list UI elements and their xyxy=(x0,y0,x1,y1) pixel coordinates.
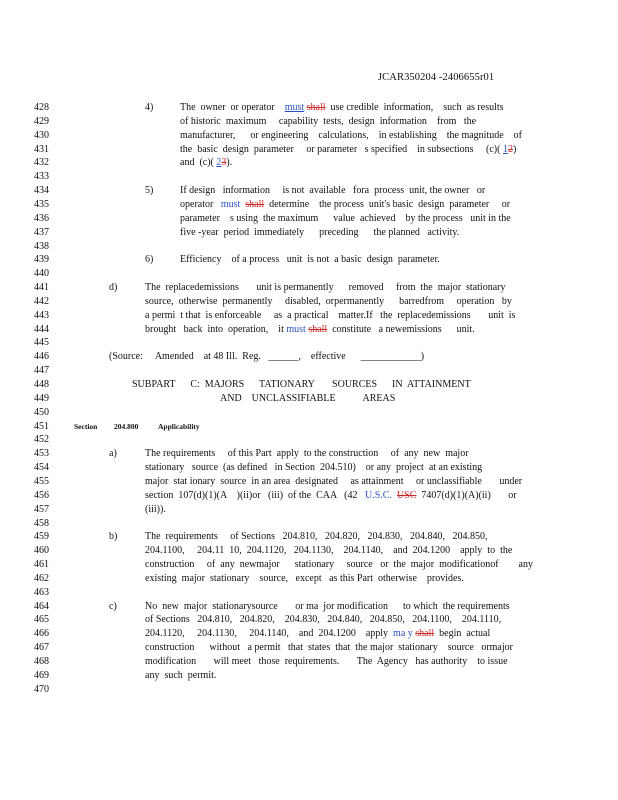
line-text xyxy=(145,309,515,323)
document-line xyxy=(0,226,618,240)
line-number: 451 xyxy=(34,420,49,432)
line-text xyxy=(145,544,512,558)
text-run: 204.1120, 204.1130, 204.1140, and 204.1200 apply xyxy=(145,628,394,640)
document-line xyxy=(0,406,618,420)
text-run: 7407(d)(1)(A)(ii) or xyxy=(416,489,517,501)
document-line xyxy=(0,143,618,157)
line-text xyxy=(145,641,513,655)
text-run: construction without a permit that states that the major stationary source ormajor xyxy=(145,642,513,654)
document-line xyxy=(0,613,618,627)
text-run: of historic maximum capability tests, design information from the xyxy=(180,115,477,127)
text-run: manufacturer, or engineering calculations, in establishing the magnitude of xyxy=(180,129,523,141)
document-line xyxy=(0,170,618,184)
line-number: 439 xyxy=(34,254,49,266)
line-text xyxy=(145,323,475,337)
deleted-text: 2 xyxy=(507,143,513,155)
deleted-text: shall xyxy=(308,323,328,335)
text-run: five -year period immediately preceding the planned activity. xyxy=(180,226,460,238)
line-text xyxy=(145,489,517,503)
line-number: 456 xyxy=(34,489,49,501)
document-line xyxy=(0,281,618,295)
line-number: 450 xyxy=(34,406,49,418)
line-text xyxy=(145,503,166,517)
text-run: any such permit. xyxy=(145,669,217,681)
text-run: determine the process unit's basic design parameter or xyxy=(264,198,511,210)
document-line xyxy=(0,323,618,337)
line-number: 469 xyxy=(34,669,49,681)
line-number: 437 xyxy=(34,226,49,238)
document-line xyxy=(0,129,618,143)
document-line xyxy=(0,572,618,586)
text-run: (iii)). xyxy=(145,503,166,515)
line-number: 459 xyxy=(34,531,49,543)
line-number: 435 xyxy=(34,198,49,210)
document-line xyxy=(0,212,618,226)
line-text xyxy=(132,378,471,392)
document-line xyxy=(0,240,618,254)
document-line xyxy=(0,184,618,198)
deleted-text: 3 xyxy=(221,157,227,169)
document-line xyxy=(0,669,618,683)
text-run: construction of any newmajor stationary source or the major modificationof any xyxy=(145,559,533,571)
line-number: 461 xyxy=(34,559,49,571)
line-text xyxy=(145,530,487,544)
line-number: 429 xyxy=(34,115,49,127)
line-number: 444 xyxy=(34,323,49,335)
line-number: 442 xyxy=(34,295,49,307)
text-run: ). xyxy=(226,157,233,169)
line-number: 467 xyxy=(34,642,49,654)
line-number: 440 xyxy=(34,268,49,280)
document-line xyxy=(0,461,618,475)
document-line xyxy=(0,447,618,461)
document-line xyxy=(0,489,618,503)
text-run: constitute a newemissions unit. xyxy=(327,323,475,335)
text-run: operator xyxy=(180,198,221,210)
line-number: 430 xyxy=(34,129,49,141)
list-marker: 5) xyxy=(145,185,154,197)
line-number: 458 xyxy=(34,517,49,529)
text-run: No new major stationarysource or ma jor modification to which the requirements xyxy=(145,600,510,612)
line-text xyxy=(180,212,511,226)
text-run: Efficiency of a process unit is not a basic design parameter. xyxy=(180,254,440,266)
document-line xyxy=(0,641,618,655)
inserted-text: U.S.C. xyxy=(364,489,392,501)
document-line xyxy=(0,627,618,641)
text-run: The replacedemissions unit is permanently removed from the major stationary xyxy=(145,282,506,294)
line-number: 464 xyxy=(34,600,49,612)
line-number: 468 xyxy=(34,656,49,667)
line-number: 446 xyxy=(34,351,49,363)
list-marker: 6) xyxy=(145,254,154,266)
inserted-text: ma y xyxy=(393,628,413,640)
list-marker: 4) xyxy=(145,102,154,113)
text-run: parameter s using the maximum value achieved by the process unit in the xyxy=(180,212,511,224)
document-id-header: JCAR350204 -2406655r01 xyxy=(378,72,495,83)
document-line xyxy=(0,295,618,309)
section-number: 204.800 xyxy=(114,421,139,431)
line-number: 438 xyxy=(34,240,49,252)
line-text xyxy=(145,600,510,614)
document-line xyxy=(0,517,618,531)
line-number: 428 xyxy=(34,102,49,113)
document-line xyxy=(0,655,618,669)
document-line xyxy=(0,350,618,364)
text-run: The requirements of this Part apply to the construction of any new major xyxy=(145,448,469,460)
line-number: 454 xyxy=(34,462,49,474)
line-text xyxy=(145,655,508,669)
line-text xyxy=(145,295,512,309)
line-number: 455 xyxy=(34,475,49,487)
text-run: The requirements of Sections 204.810, 204.820, 204.830, 204.840, 204.850, xyxy=(145,531,488,543)
list-marker: c) xyxy=(109,600,117,612)
deleted-text: shall xyxy=(245,198,265,210)
line-number: 452 xyxy=(34,434,49,446)
text-run: of Sections 204.810, 204.820, 204.830, 204.840, 204.850, 204.1100, 204.1110, xyxy=(145,614,502,626)
text-run: use credible information, such as results xyxy=(325,102,504,113)
line-text xyxy=(180,226,459,240)
text-run: major stat ionary source in an area designated as attainment or unclassifiable under xyxy=(145,475,523,487)
line-number: 462 xyxy=(34,572,49,584)
line-number: 443 xyxy=(34,309,49,321)
document-line xyxy=(0,309,618,323)
line-number: 447 xyxy=(34,365,49,377)
line-number: 470 xyxy=(34,683,49,695)
deleted-text: shall xyxy=(306,102,326,113)
line-text xyxy=(145,627,490,641)
line-number: 433 xyxy=(34,171,49,183)
line-number: 445 xyxy=(34,337,49,349)
document-line xyxy=(0,364,618,378)
line-text xyxy=(180,129,522,143)
text-run: begin actual xyxy=(434,628,491,640)
text-run: brought back into operation, it xyxy=(145,323,287,335)
line-text xyxy=(180,253,440,267)
inserted-text: 1 xyxy=(502,143,508,155)
text-run: modification will meet those requirements. The Agency has authority to issue xyxy=(145,656,508,667)
document-line xyxy=(0,115,618,129)
line-text xyxy=(145,669,216,683)
text-run: If design information is not available fora process unit, the owner or xyxy=(180,185,486,197)
document-line xyxy=(0,433,618,447)
document-line xyxy=(0,101,618,115)
text-run: source, otherwise permanently disabled, orpermanently barredfrom operation by xyxy=(145,295,512,307)
line-text xyxy=(180,101,504,115)
line-text xyxy=(220,392,395,406)
text-run: 204.1100, 204.11 10, 204.1120, 204.1130, 204.1140, and 204.1200 apply to the xyxy=(145,545,513,557)
line-text xyxy=(145,558,533,572)
document-line xyxy=(0,156,618,170)
line-text xyxy=(145,447,469,461)
list-marker: d) xyxy=(109,282,118,294)
line-number: 453 xyxy=(34,448,49,460)
line-number: 448 xyxy=(34,379,49,390)
line-number: 441 xyxy=(34,282,49,294)
line-number: 463 xyxy=(34,586,49,598)
inserted-text: must xyxy=(220,198,241,210)
line-number: 460 xyxy=(34,545,49,557)
document-line xyxy=(0,420,618,434)
document-line xyxy=(0,198,618,212)
line-text xyxy=(109,350,424,364)
line-text xyxy=(180,143,516,157)
line-number: 457 xyxy=(34,503,49,515)
deleted-text: shall xyxy=(415,628,435,640)
document-line xyxy=(0,586,618,600)
line-number: 465 xyxy=(34,614,49,626)
text-run: AND UNCLASSIFIABLE AREAS xyxy=(220,392,396,404)
line-text xyxy=(145,281,505,295)
document-line xyxy=(0,253,618,267)
line-text xyxy=(180,184,485,198)
document-line xyxy=(0,392,618,406)
line-text xyxy=(180,198,510,212)
text-run: SUBPART C: MAJORS TATIONARY SOURCES IN ATTAINMENT xyxy=(132,379,471,390)
line-text xyxy=(145,475,522,489)
document-line xyxy=(0,600,618,614)
document-line xyxy=(0,378,618,392)
line-text xyxy=(145,572,464,586)
deleted-text: USC xyxy=(396,489,417,501)
text-run: section 107(d)(1)(A )(ii)or (iii) of the CAA (42 xyxy=(145,489,365,501)
list-marker: a) xyxy=(109,448,117,460)
line-text xyxy=(180,156,232,170)
text-run: existing major stationary source, except as this Part otherwise provides. xyxy=(145,572,464,584)
line-number: 449 xyxy=(34,392,49,404)
text-run: The owner or operator xyxy=(180,102,285,113)
document-line xyxy=(0,503,618,517)
line-number: 466 xyxy=(34,628,49,640)
inserted-text: 2 xyxy=(216,157,222,169)
document-line xyxy=(0,475,618,489)
document-line xyxy=(0,530,618,544)
document-line xyxy=(0,336,618,350)
line-number: 434 xyxy=(34,185,49,197)
document-line xyxy=(0,683,618,697)
line-number: 431 xyxy=(34,143,49,155)
text-run: and (c)( xyxy=(180,157,217,169)
document-line xyxy=(0,267,618,281)
line-text xyxy=(180,115,476,129)
document-line xyxy=(0,544,618,558)
section-label: Section xyxy=(74,421,98,431)
list-marker: b) xyxy=(109,531,118,543)
text-run: ) xyxy=(512,143,517,155)
text-run: stationary source (as defined in Section 204.510) or any project at an existing xyxy=(145,462,483,474)
text-run: (Source: Amended at 48 Ill. Reg. ______, effective ____________) xyxy=(109,351,425,363)
line-number: 432 xyxy=(34,157,49,169)
document-line xyxy=(0,558,618,572)
inserted-text: must xyxy=(284,102,305,113)
text-run: the basic design parameter or parameter s specified in subsections (c)( xyxy=(180,143,503,155)
line-number: 436 xyxy=(34,212,49,224)
text-run: a permi t that is enforceable as a practical matter.If the replacedemissions unit is xyxy=(145,309,516,321)
line-text xyxy=(145,613,501,627)
section-title: Applicability xyxy=(158,421,200,431)
line-text xyxy=(145,461,482,475)
inserted-text: must xyxy=(286,323,306,335)
